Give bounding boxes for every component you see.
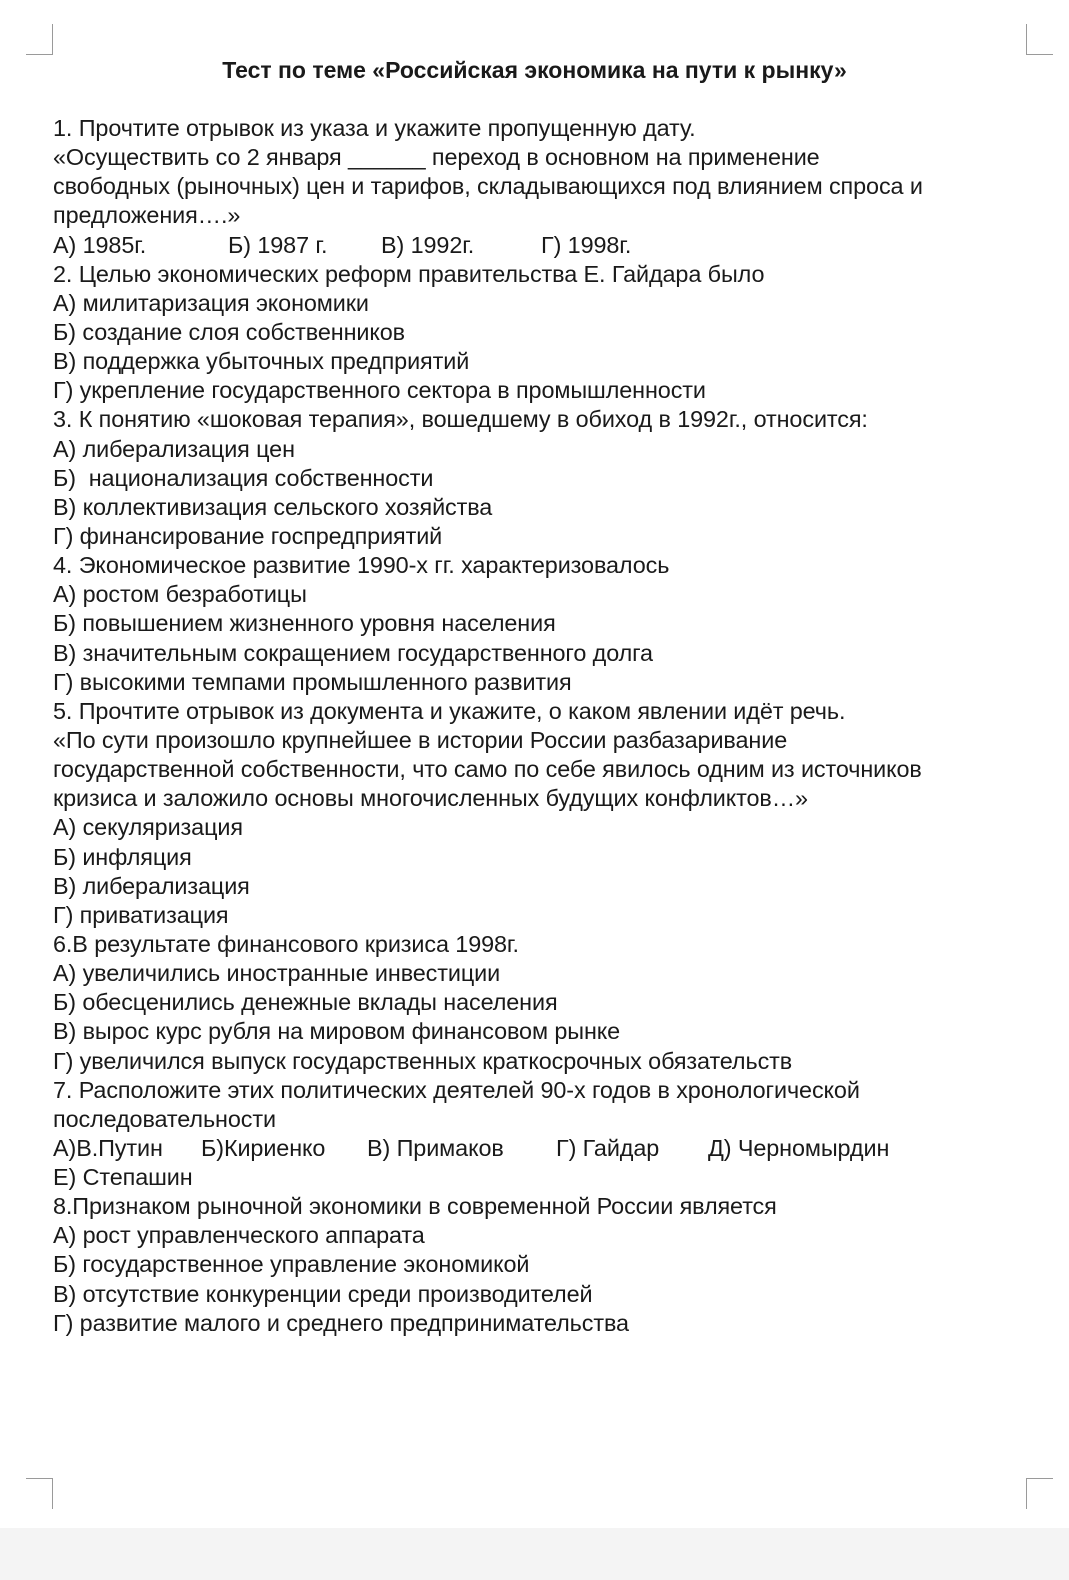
page-corner-mark-bottom-right: [1026, 1478, 1053, 1509]
option-b: Б) государственное управление экономикой: [53, 1251, 530, 1278]
option-a: А) ростом безработицы: [53, 581, 307, 608]
option-g: Г) увеличился выпуск государственных краткосрочных обязательств: [53, 1047, 793, 1074]
page-corner-mark-top-right: [1026, 24, 1053, 55]
document-title: Тест по теме «Российская экономика на пути к рынку»: [222, 57, 847, 83]
question-7-text: 7. Расположите этих политических деятелей 90-х годов в хронологической: [53, 1076, 860, 1103]
bottom-gray-strip: [0, 1528, 1069, 1580]
option-a: А) милитаризация экономики: [53, 289, 369, 316]
question-4-text: 4. Экономическое развитие 1990-х гг. характеризовалось: [53, 552, 670, 579]
question-1-quote-line: «Осуществить со 2 января ______ переход в основном на применение: [53, 144, 820, 171]
option-g: Г) Гайдар: [556, 1134, 660, 1161]
option-g: Г) укрепление государственного сектора в промышленности: [53, 377, 706, 404]
question-5-quote-line: «По сути произошло крупнейшее в истории России разбазаривание: [53, 726, 788, 753]
option-b: Б) обесценились денежные вклады населения: [53, 989, 558, 1016]
question-7-options-row: [53, 1134, 1043, 1163]
question-3-text: 3. К понятию «шоковая терапия», вошедшему в обиход в 1992г., относится:: [53, 406, 868, 433]
page-corner-mark-top-left: [26, 24, 53, 55]
option-a: А) секуляризация: [53, 814, 243, 841]
option-v: В) либерализация: [53, 872, 250, 899]
question-1-quote-line: предложения….»: [53, 202, 241, 229]
page-corner-mark-bottom-left: [26, 1478, 53, 1509]
option-a: А) либерализация цен: [53, 435, 295, 462]
option-g: Г) финансирование госпредприятий: [53, 522, 443, 549]
question-8-text: 8.Признаком рыночной экономики в современной России является: [53, 1193, 777, 1220]
option-a: А) рост управленческого аппарата: [53, 1222, 425, 1249]
question-1-options-row: [53, 231, 1043, 260]
option-b: Б) повышением жизненного уровня населения: [53, 610, 556, 637]
option-b: Б) 1987 г.: [228, 231, 328, 258]
option-e: Е) Степашин: [53, 1164, 193, 1191]
option-a: А) увеличились иностранные инвестиции: [53, 960, 501, 987]
question-5-text: 5. Прочтите отрывок из документа и укажите, о каком явлении идёт речь.: [53, 697, 846, 724]
question-7-text-continued: последовательности: [53, 1105, 276, 1132]
option-d: Д) Черномырдин: [708, 1134, 890, 1161]
option-v: В) отсутствие конкуренции среди производителей: [53, 1280, 593, 1307]
option-g: Г) развитие малого и среднего предпринимательства: [53, 1309, 629, 1336]
option-v: В) вырос курс рубля на мировом финансовом рынке: [53, 1018, 621, 1045]
option-v: В) коллективизация сельского хозяйства: [53, 493, 493, 520]
question-5-quote-line: государственной собственности, что само по себе явилось одним из источников: [53, 756, 922, 783]
option-g: Г) приватизация: [53, 901, 229, 928]
option-v: В) 1992г.: [381, 231, 475, 258]
question-1-quote-line: свободных (рыночных) цен и тарифов, складывающихся под влиянием спроса и: [53, 173, 923, 200]
document-body: [53, 114, 1043, 1338]
option-v: В) поддержка убыточных предприятий: [53, 348, 470, 375]
option-a: А) 1985г.: [53, 231, 147, 258]
question-5-quote-line: кризиса и заложило основы многочисленных будущих конфликтов…»: [53, 785, 808, 812]
option-b: Б) инфляция: [53, 843, 192, 870]
option-b: Б)Кириенко: [201, 1134, 326, 1161]
question-1-text: 1. Прочтите отрывок из указа и укажите пропущенную дату.: [53, 115, 696, 141]
option-g: Г) высокими темпами промышленного развития: [53, 668, 572, 695]
question-2-text: 2. Целью экономических реформ правительства Е. Гайдара было: [53, 260, 765, 287]
option-b: Б) национализация собственности: [53, 464, 434, 491]
option-a: А)В.Путин: [53, 1134, 163, 1161]
option-g: Г) 1998г.: [541, 231, 632, 258]
option-b: Б) создание слоя собственников: [53, 318, 405, 345]
option-v: В) Примаков: [367, 1134, 504, 1161]
option-v: В) значительным сокращением государственного долга: [53, 639, 653, 666]
question-6-text: 6.В результате финансового кризиса 1998г.: [53, 930, 519, 957]
